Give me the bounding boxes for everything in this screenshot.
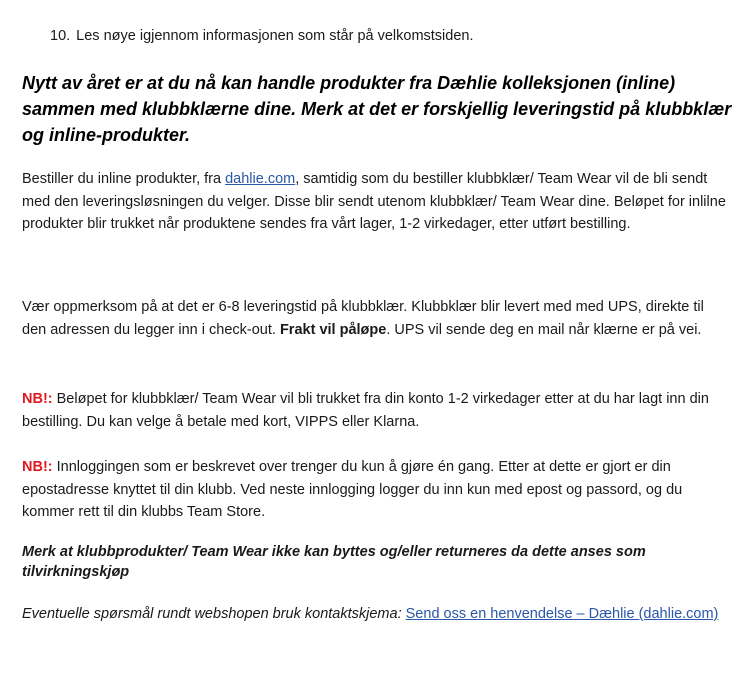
para6-text: Eventuelle spørsmål rundt webshopen bruk kontaktskjema:: [22, 606, 406, 622]
nb-label: NB!:: [22, 459, 53, 475]
para2-text-after: . UPS vil sende deg en mail når klærne er på vei.: [386, 321, 702, 338]
dahlie-link[interactable]: dahlie.com: [225, 171, 296, 187]
inline-products-paragraph: [22, 168, 727, 236]
no-returns-notice: Merk at klubbprodukter/ Team Wear ikke kan byttes og/eller returneres da dette anses som tilvirkningskjøp: [22, 544, 646, 580]
contact-form-link[interactable]: Send oss en henvendelse – Dæhlie (dahlie.com): [405, 606, 719, 622]
contact-paragraph: [22, 603, 727, 626]
numbered-list-item: [50, 27, 474, 45]
para4-text: Innloggingen som er beskrevet over trenger du kun å gjøre én gang. Etter at dette er gjort er din epostadresse knyttet til din klubb. Ved neste innlogging logger du inn kun med epost og passord, og du kommer rett til din klubbs Team Store.: [22, 459, 683, 520]
login-nb-paragraph: [22, 456, 727, 524]
para1-text-before: Bestiller du inline produkter, fra: [22, 171, 226, 187]
payment-nb-paragraph: [22, 388, 727, 433]
shipping-fee-note: Frakt vil påløpe: [279, 321, 387, 338]
para3-text: Beløpet for klubbklær/ Team Wear vil bli trukket fra din konto 1-2 virkedager etter at du har lagt inn din bestilling. Du kan velge å betale med kort, VIPPS eller Klarna.: [22, 391, 709, 430]
para1-text-after: , samtidig som du bestiller klubbklær/ Team Wear vil de bli sendt med den leveringsløsningen du velger. Disse blir sendt utenom klubbklær/ Team Wear dine. Beløpet for inlilne produkter blir trukket når produktene sendes fra vårt lager, 1-2 virkedager, etter utført bestilling.: [22, 171, 726, 232]
nb-label: NB!:: [22, 391, 53, 407]
page-heading: Nytt av året er at du nå kan handle produkter fra Dæhlie kolleksjonen (inline) sammen med klubbklærne dine. Merk at det er forskjellig leveringstid på klubbklær og inline-produkter.: [22, 73, 732, 145]
list-number: 10.: [50, 28, 71, 44]
list-item-text: Les nøye igjennom informasjonen som står på velkomstsiden.: [76, 28, 474, 44]
para2-text-before: Vær oppmerksom på at det er 6-8 leveringstid på klubbklær. Klubbklær blir levert med med UPS, direkte til den adressen du legger inn i check-out.: [22, 299, 704, 338]
delivery-paragraph: [22, 296, 727, 341]
